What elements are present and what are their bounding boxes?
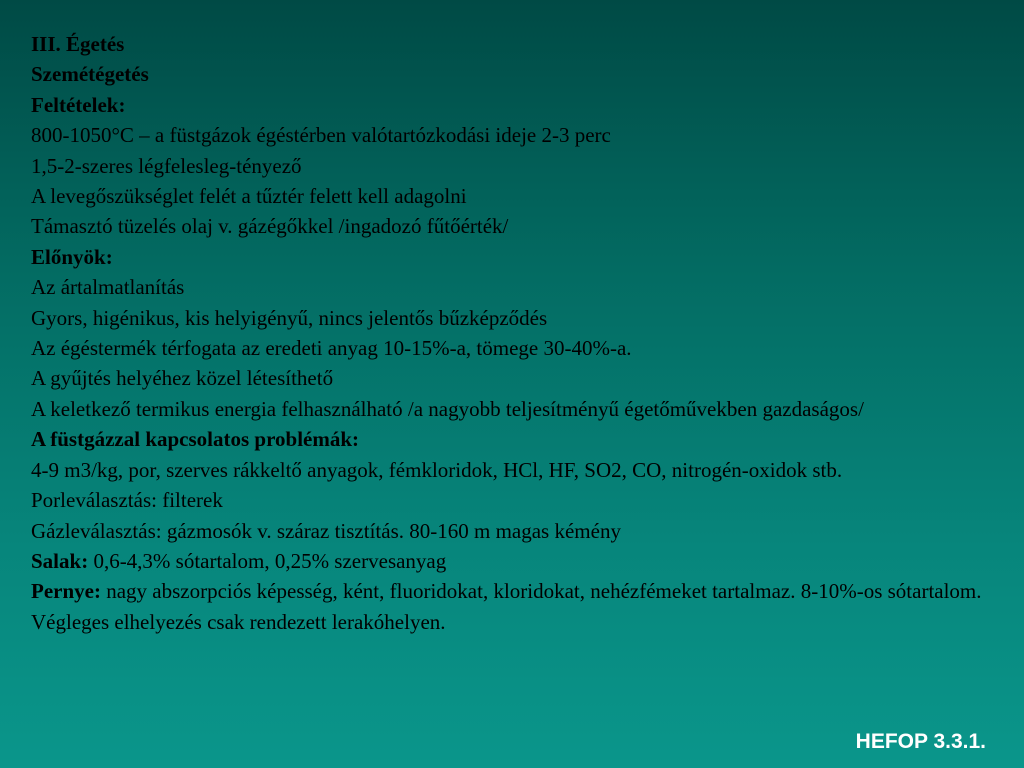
condition-item: 1,5-2-szeres légfelesleg-tényező xyxy=(31,153,302,178)
advantage-item: A keletkező termikus energia felhasználható /a nagyobb teljesítményű égetőművekben gazdaságos/ xyxy=(31,396,864,421)
conditions-heading: Feltételek: xyxy=(31,92,126,117)
ash-line xyxy=(31,576,1001,606)
slag-line xyxy=(31,546,1001,576)
condition-item: 800-1050°C – a füstgázok égéstérben valótartózkodási ideje 2-3 perc xyxy=(31,123,611,148)
flue-gas-item: Porleválasztás: filterek xyxy=(31,488,223,513)
slide-title: III. Égetés xyxy=(31,32,125,56)
advantage-item: Gyors, higénikus, kis helyigényű, nincs jelentős bűzképződés xyxy=(31,305,548,330)
final-note: Végleges elhelyezés csak rendezett lerakóhelyen. xyxy=(31,609,446,634)
ash-label: Pernye: xyxy=(31,579,101,604)
slag-label: Salak: xyxy=(31,548,89,573)
advantage-item: A gyűjtés helyéhez közel létesíthető xyxy=(31,366,334,391)
ash-text: nagy abszorpciós képesség, ként, fluoridokat, kloridokat, nehézfémeket tartalmaz. 8-10%-os sótartalom. xyxy=(100,579,982,604)
flue-gas-heading: A füstgázzal kapcsolatos problémák: xyxy=(31,427,360,452)
footer-label: HEFOP 3.3.1. xyxy=(855,730,986,753)
advantages-heading: Előnyök: xyxy=(31,244,113,269)
flue-gas-item: 4-9 m3/kg, por, szerves rákkeltő anyagok, fémkloridok, HCl, HF, SO2, CO, nitrogén-oxidok stb. xyxy=(31,457,843,482)
slide-body xyxy=(31,29,1001,637)
condition-item: Támasztó tüzelés olaj v. gázégőkkel /ingadozó fűtőérték/ xyxy=(31,214,509,239)
slag-text: 0,6-4,3% sótartalom, 0,25% szervesanyag xyxy=(88,548,447,573)
advantage-item: Az ártalmatlanítás xyxy=(31,275,185,300)
condition-item: A levegőszükséglet felét a tűztér felett kell adagolni xyxy=(31,184,467,209)
slide-subtitle: Szemétégetés xyxy=(31,62,149,87)
advantage-item: Az égéstermék térfogata az eredeti anyag 10-15%-a, tömege 30-40%-a. xyxy=(31,336,632,361)
flue-gas-item: Gázleválasztás: gázmosók v. száraz tisztítás. 80-160 m magas kémény xyxy=(31,518,621,543)
